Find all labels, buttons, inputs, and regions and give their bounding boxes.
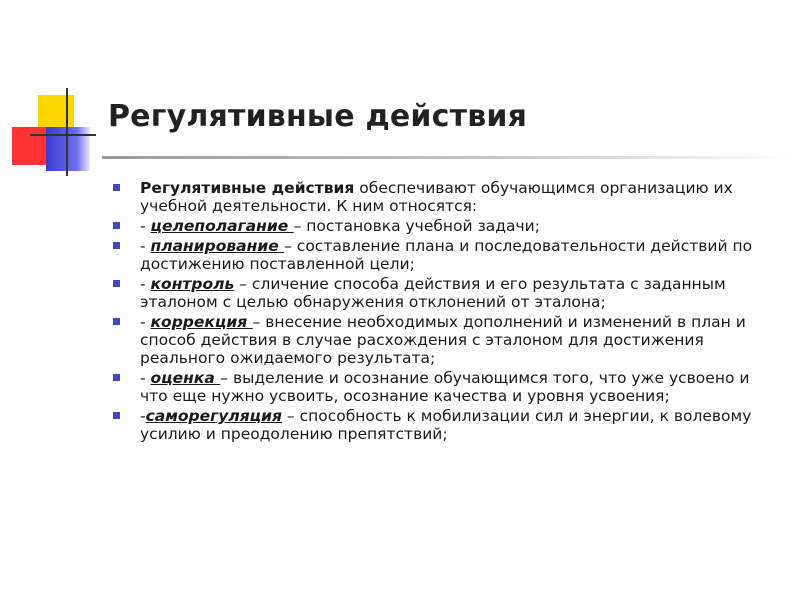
- logo-horizontal-line: [30, 134, 96, 136]
- list-item: [110, 407, 770, 443]
- item-prefix: -: [140, 313, 151, 331]
- item-term: целеполагание: [150, 217, 294, 235]
- item-lead: Регулятивные действия: [140, 179, 355, 197]
- item-prefix: -: [140, 369, 151, 387]
- square-bullet-icon: [113, 184, 120, 191]
- square-bullet-icon: [113, 412, 120, 419]
- item-text: обеспечивают обучающимся организацию их учебной деятельности. К ним относятся:: [140, 179, 733, 215]
- item-prefix: -: [140, 237, 151, 255]
- item-term: саморегуляция: [145, 407, 282, 425]
- bullet-list: [110, 179, 770, 445]
- list-item: [110, 217, 770, 235]
- item-prefix: -: [140, 275, 151, 293]
- title-divider: [102, 156, 792, 159]
- item-term: коррекция: [150, 313, 253, 331]
- item-text: – постановка учебной задачи;: [293, 217, 540, 235]
- square-bullet-icon: [113, 318, 120, 325]
- square-bullet-icon: [113, 280, 120, 287]
- item-text: – сличение способа действия и его результата с заданным эталоном с целью обнаружения отклонений от эталона;: [140, 275, 726, 311]
- item-text: – способность к мобилизации сил и энергии, к волевому усилию и преодолению препятствий;: [140, 407, 752, 443]
- logo-yellow-square: [38, 95, 74, 131]
- item-text: – выделение и осознание обучающимся того, что уже усвоено и что еще нужно усвоить, осознание качества и уровня усвоения;: [140, 369, 750, 405]
- slide-logo-decoration: [0, 0, 110, 190]
- item-text: – составление плана и последовательности действий по достижению поставленной цели;: [140, 237, 753, 273]
- logo-vertical-line: [66, 88, 68, 176]
- square-bullet-icon: [113, 222, 120, 229]
- square-bullet-icon: [113, 374, 120, 381]
- item-term: планирование: [150, 237, 285, 255]
- slide-title: Регулятивные действия: [108, 99, 528, 134]
- square-bullet-icon: [113, 242, 120, 249]
- item-term: оценка: [150, 369, 221, 387]
- item-prefix: -: [140, 217, 151, 235]
- list-item: [110, 369, 770, 405]
- list-item: [110, 237, 770, 273]
- list-item: [110, 179, 770, 215]
- item-term: контроль: [150, 275, 235, 293]
- item-text: – внесение необходимых дополнений и изменений в план и способ действия в случае расхождения с эталоном для достижения реального ожидаемого результата;: [140, 313, 746, 367]
- list-item: [110, 275, 770, 311]
- list-item: [110, 313, 770, 367]
- item-prefix: -: [140, 407, 146, 425]
